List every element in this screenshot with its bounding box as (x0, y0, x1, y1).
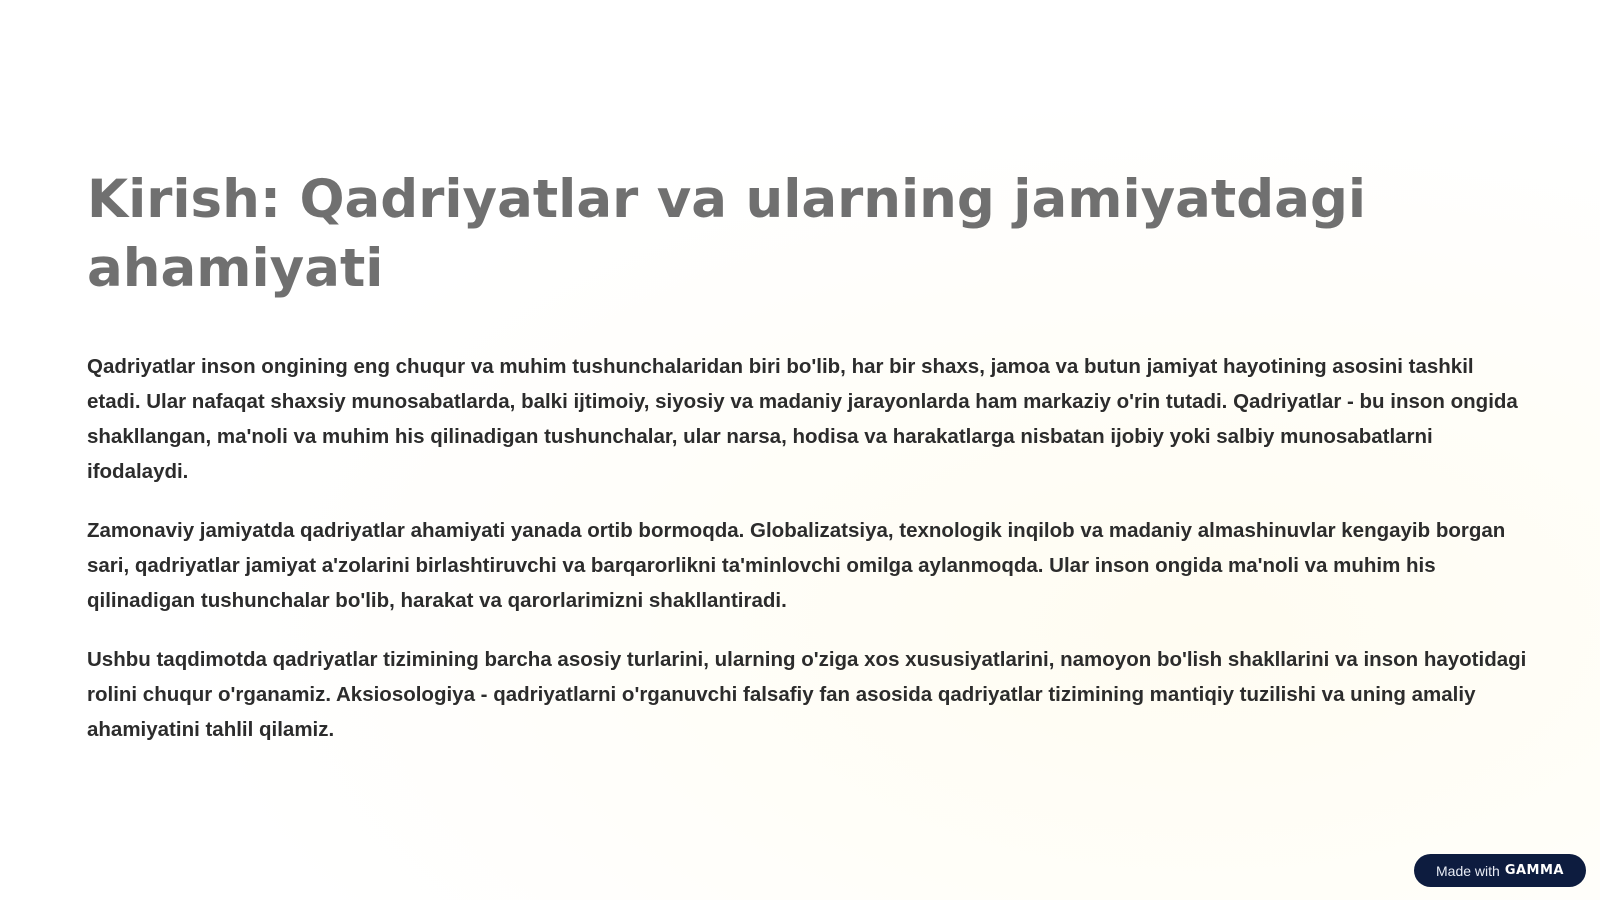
slide-body (87, 349, 1527, 747)
gamma-logo: GAMMA (1504, 863, 1564, 878)
badge-prefix: Made with (1436, 862, 1500, 879)
made-with-gamma-badge[interactable] (1414, 854, 1586, 887)
paragraph-1: Qadriyatlar inson ongining eng chuqur va muhim tushunchalaridan biri bo'lib, har bir shaxs, jamoa va butun jamiyat hayotining asosini tashkil etadi. Ular nafaqat shaxsiy munosabatlarda, balki ijtimoiy, siyosiy va madaniy jarayonlarda ham markaziy o'rin tutadi. Qadriyatlar - bu inson ongida shakllangan, ma'noli va muhim his qilinadigan tushunchalar, ular narsa, hodisa va harakatlarga nisbatan ijobiy yoki salbiy munosabatlarni ifodalaydi. (87, 355, 1518, 483)
paragraph-2: Zamonaviy jamiyatda qadriyatlar ahamiyati yanada ortib bormoqda. Globalizatsiya, texnologik inqilob va madaniy almashinuvlar kengayib borgan sari, qadriyatlar jamiyat a'zolarini birlashtiruvchi va barqarorlikni ta'minlovchi omilga aylanmoqda. Ular inson ongida ma'noli va muhim his qilinadigan tushunchalar bo'lib, harakat va qarorlarimizni shakllantiradi. (87, 519, 1506, 612)
paragraph-3: Ushbu taqdimotda qadriyatlar tizimining barcha asosiy turlarini, ularning o'ziga xos xususiyatlarini, namoyon bo'lish shakllarini va inson hayotidagi rolini chuqur o'rganamiz. Aksiosologiya - qadriyatlarni o'rganuvchi falsafiy fan asosida qadriyatlar tizimining mantiqiy tuzilishi va uning amaliy ahamiyatini tahlil qilamiz. (87, 648, 1527, 741)
slide-title: Kirish: Qadriyatlar va ularning jamiyatdagi ahamiyati (87, 169, 1367, 299)
slide-content (87, 165, 1527, 771)
